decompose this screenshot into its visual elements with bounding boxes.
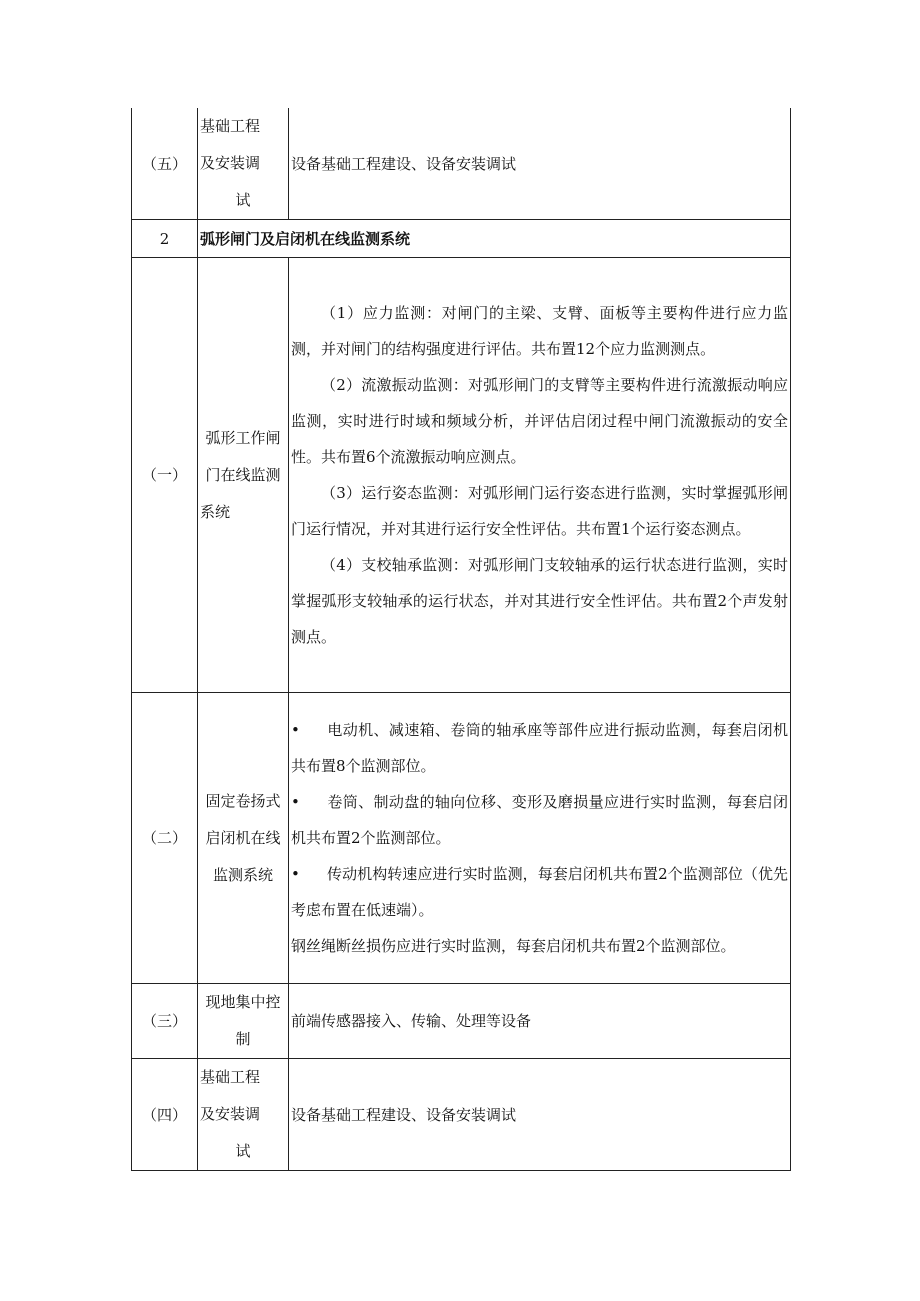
item-name-line: 现地集中控 bbox=[205, 993, 281, 1011]
item-name bbox=[198, 258, 289, 693]
item-name-line: 固定卷扬式 bbox=[205, 791, 281, 810]
section-heading: 弧形闸门及启闭机在线监测系统 bbox=[198, 220, 791, 258]
item-description bbox=[289, 258, 791, 693]
row-number: （五） bbox=[132, 108, 198, 220]
item-name-line: 及安装调 bbox=[200, 1105, 261, 1123]
bullet-dot: • bbox=[291, 865, 300, 883]
item-name-line: 及安装调 bbox=[200, 154, 261, 172]
item-name-line: 监测系统 bbox=[212, 865, 273, 884]
item-name-line: 启闭机在线 bbox=[205, 828, 281, 847]
item-name-line: 系统 bbox=[200, 502, 231, 521]
item-name-line: 弧形工作闸 bbox=[205, 428, 281, 447]
row-number: （二） bbox=[132, 693, 198, 984]
item-name bbox=[198, 984, 289, 1059]
table-row bbox=[132, 984, 791, 1059]
bullet-item bbox=[291, 856, 788, 928]
monitoring-paragraph: （3）运行姿态监测：对弧形闸门运行姿态进行监测，实时掌握弧形闸门运行情况，并对其进行运行安全性评估。共布置1个运行姿态测点。 bbox=[291, 484, 788, 538]
bullet-dot: • bbox=[291, 721, 300, 739]
table-row bbox=[132, 258, 791, 693]
item-name bbox=[198, 108, 289, 220]
item-name-line: 试 bbox=[235, 1142, 251, 1160]
bullet-text: 卷筒、制动盘的轴向位移、变形及磨损量应进行实时监测，每套启闭机共布置2个监测部位。 bbox=[291, 793, 788, 847]
item-name-line: 制 bbox=[235, 1030, 251, 1048]
item-name bbox=[198, 693, 289, 984]
item-description bbox=[289, 693, 791, 984]
row-number: （三） bbox=[132, 984, 198, 1059]
item-name bbox=[198, 1059, 289, 1171]
table-row bbox=[132, 1059, 791, 1171]
table-row bbox=[132, 693, 791, 984]
item-description: 设备基础工程建设、设备安装调试 bbox=[289, 1059, 791, 1171]
item-name-line: 基础工程 bbox=[200, 1068, 261, 1086]
monitoring-paragraph: （2）流激振动监测：对弧形闸门的支臂等主要构件进行流激振动响应监测，实时进行时域和频域分析，并评估启闭过程中闸门流激振动的安全性。共布置6个流激振动响应测点。 bbox=[291, 376, 788, 466]
row-number: （一） bbox=[132, 258, 198, 693]
bullet-item bbox=[291, 784, 788, 856]
item-name-line: 门在线监测 bbox=[205, 465, 281, 484]
item-name-line: 试 bbox=[235, 191, 251, 209]
bullet-text: 电动机、减速箱、卷筒的轴承座等部件应进行振动监测，每套启闭机共布置8个监测部位。 bbox=[291, 721, 788, 775]
bullet-item bbox=[291, 712, 788, 784]
bullet-text: 传动机构转速应进行实时监测，每套启闭机共布置2个监测部位（优先考虑布置在低速端）。 bbox=[291, 865, 788, 919]
row-number: （四） bbox=[132, 1059, 198, 1171]
bullet-dot: • bbox=[291, 793, 300, 811]
item-description: 前端传感器接入、传输、处理等设备 bbox=[289, 984, 791, 1059]
section-number: 2 bbox=[132, 220, 198, 258]
equipment-table bbox=[131, 108, 791, 1171]
monitoring-paragraph: （1）应力监测：对闸门的主梁、支臂、面板等主要构件进行应力监测，并对闸门的结构强度进行评估。共布置12个应力监测测点。 bbox=[291, 304, 788, 358]
monitoring-note: 钢丝绳断丝损伤应进行实时监测，每套启闭机共布置2个监测部位。 bbox=[291, 937, 736, 955]
table-row bbox=[132, 108, 791, 220]
item-description: 设备基础工程建设、设备安装调试 bbox=[289, 108, 791, 220]
item-name-line: 基础工程 bbox=[200, 117, 261, 135]
monitoring-paragraph: （4）支校轴承监测：对弧形闸门支较轴承的运行状态进行监测，实时掌握弧形支较轴承的运行状态，并对其进行安全性评估。共布置2个声发射测点。 bbox=[291, 556, 788, 646]
table-row bbox=[132, 220, 791, 258]
